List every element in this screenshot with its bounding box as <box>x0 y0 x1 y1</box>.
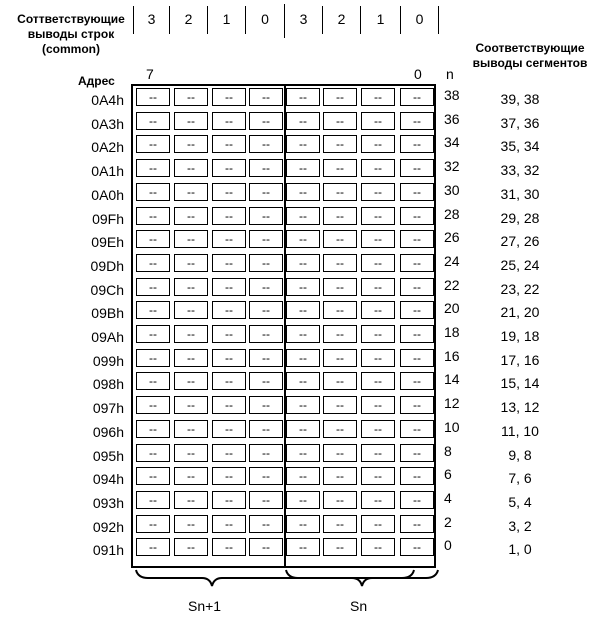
n-value: 0 <box>444 537 452 554</box>
bit-cell: -- <box>174 207 208 225</box>
bit-cell: -- <box>136 420 170 438</box>
bit-cell: -- <box>249 349 283 367</box>
address-label: 0A4h <box>91 92 124 108</box>
bit-cell: -- <box>212 183 246 201</box>
bit-cell: -- <box>136 467 170 485</box>
bit-cell: -- <box>212 538 246 556</box>
bit-cell: -- <box>323 349 357 367</box>
segment-pair: 25, 24 <box>500 256 540 273</box>
bit-cell: -- <box>212 444 246 462</box>
bit-cell: -- <box>212 230 246 248</box>
bit-cell: -- <box>212 159 246 177</box>
common-output-cell: 2 <box>184 11 193 27</box>
bit-cell: -- <box>400 254 434 272</box>
bit-cell: -- <box>400 301 434 319</box>
bit-cell: -- <box>174 230 208 248</box>
bit-cell: -- <box>323 230 357 248</box>
address-label: 09Ah <box>91 329 124 345</box>
bit-cell: -- <box>361 349 395 367</box>
bit-cell: -- <box>136 88 170 106</box>
bit-cell: -- <box>136 230 170 248</box>
address-label: 0A3h <box>91 115 124 132</box>
bit-cell: -- <box>174 396 208 414</box>
bit-cell: -- <box>286 278 320 296</box>
bit-cell: -- <box>249 491 283 509</box>
bit-cell: -- <box>136 491 170 509</box>
n-value: 16 <box>444 347 460 364</box>
bit-cell: -- <box>174 183 208 201</box>
bit-cell: -- <box>286 301 320 319</box>
address-label: 095h <box>92 447 124 464</box>
bit-cell: -- <box>212 349 246 367</box>
bit-cell: -- <box>361 372 395 390</box>
bit-cell: -- <box>249 159 283 177</box>
bit-cell: -- <box>286 491 320 509</box>
bit-cell: -- <box>361 230 395 248</box>
group-braces <box>130 566 440 596</box>
segment-pair: 13, 12 <box>500 399 540 416</box>
bit-cell: -- <box>400 159 434 177</box>
bit-cell: -- <box>136 207 170 225</box>
bit-cell: -- <box>361 278 395 296</box>
n-value: 10 <box>444 418 460 435</box>
n-value: 34 <box>444 134 460 151</box>
bit-cell: -- <box>249 325 283 343</box>
bit-cell: -- <box>323 372 357 390</box>
n-value: 18 <box>444 324 460 340</box>
common-output-cell: 2 <box>337 11 346 27</box>
bit-cell: -- <box>361 420 395 438</box>
bit-cell: -- <box>249 278 283 296</box>
bit-cell: -- <box>174 301 208 319</box>
segment-pair: 9, 8 <box>508 446 532 463</box>
address-column-title: Адрес <box>78 74 115 88</box>
bit-cell: -- <box>400 325 434 343</box>
bit-cell: -- <box>286 230 320 248</box>
bit-cell: -- <box>323 325 357 343</box>
bit-cell: -- <box>361 325 395 343</box>
n-value: 30 <box>444 181 460 198</box>
bit-cell: -- <box>323 183 357 201</box>
bit-cell: -- <box>323 254 357 272</box>
bit-cell: -- <box>136 515 170 533</box>
bit-cell: -- <box>400 538 434 556</box>
segment-pair: 31, 30 <box>500 185 540 202</box>
bit-cell: -- <box>249 515 283 533</box>
bit-cell: -- <box>400 491 434 509</box>
bit-cell: -- <box>286 112 320 130</box>
bit-cell: -- <box>400 396 434 414</box>
bit-cell: -- <box>212 467 246 485</box>
segment-pair: 27, 26 <box>500 233 540 250</box>
bit-cell: -- <box>323 278 357 296</box>
bit-cell: -- <box>400 349 434 367</box>
bit-cell: -- <box>361 159 395 177</box>
bit-cell: -- <box>249 301 283 319</box>
n-value: 36 <box>444 110 460 127</box>
bit-cell: -- <box>323 396 357 414</box>
bit-cell: -- <box>136 254 170 272</box>
n-value: 14 <box>444 371 460 388</box>
bit-cell: -- <box>286 515 320 533</box>
segment-pair: 11, 10 <box>501 422 539 439</box>
bit-cell: -- <box>136 278 170 296</box>
bit-cell: -- <box>212 372 246 390</box>
bit-cell: -- <box>286 183 320 201</box>
n-value: 12 <box>444 395 460 412</box>
n-value: 24 <box>444 252 460 269</box>
bit-cell: -- <box>286 444 320 462</box>
bit-cell: -- <box>286 135 320 153</box>
common-output-cell: 0 <box>415 11 424 27</box>
bit-cell: -- <box>174 349 208 367</box>
segment-pair: 5, 4 <box>508 493 532 510</box>
bit-low-label: 0 <box>414 66 422 82</box>
segment-pair: 19, 18 <box>500 328 540 344</box>
bit-cell: -- <box>286 420 320 438</box>
segment-pair: 21, 20 <box>500 304 540 321</box>
bit-cell: -- <box>136 112 170 130</box>
bit-cell: -- <box>361 491 395 509</box>
bit-cell: -- <box>361 112 395 130</box>
address-label: 093h <box>92 494 124 511</box>
bit-cell: -- <box>249 135 283 153</box>
segment-pair: 3, 2 <box>508 517 532 534</box>
bit-cell: -- <box>136 538 170 556</box>
n-value: 28 <box>444 205 460 222</box>
bit-cell: -- <box>400 230 434 248</box>
address-label: 096h <box>92 423 124 440</box>
common-output-cell: 0 <box>261 11 269 27</box>
address-label: 097h <box>92 400 124 417</box>
bit-cell: -- <box>212 420 246 438</box>
bit-cell: -- <box>361 88 395 106</box>
address-label: 0A1h <box>91 163 124 180</box>
bit-cell: -- <box>323 135 357 153</box>
bit-cell: -- <box>174 491 208 509</box>
bit-cell: -- <box>400 372 434 390</box>
bit-cell: -- <box>174 88 208 106</box>
bit-cell: -- <box>212 396 246 414</box>
bit-cell: -- <box>174 325 208 343</box>
bit-cell: -- <box>174 278 208 296</box>
bit-cell: -- <box>286 349 320 367</box>
bit-cell: -- <box>249 207 283 225</box>
n-value: 26 <box>444 229 460 246</box>
common-output-cell: 3 <box>299 11 308 27</box>
bit-cell: -- <box>212 325 246 343</box>
bit-cell: -- <box>212 278 246 296</box>
address-label: 094h <box>92 471 124 488</box>
segment-pair: 23, 22 <box>500 280 540 297</box>
bit-cell: -- <box>323 538 357 556</box>
n-value: 32 <box>444 158 460 175</box>
n-value: 6 <box>444 466 452 483</box>
segment-pair: 33, 32 <box>500 162 540 179</box>
segment-pair: 17, 16 <box>500 351 540 368</box>
bit-cell: -- <box>136 159 170 177</box>
common-output-cell: 1 <box>222 11 231 27</box>
address-label: 09Eh <box>91 234 124 251</box>
bit-cell: -- <box>249 420 283 438</box>
group-label-sn-plus-1: Sn+1 <box>188 598 222 614</box>
bit-cell: -- <box>136 183 170 201</box>
n-value: 4 <box>444 489 452 506</box>
address-label: 09Bh <box>91 305 124 322</box>
segment-pair: 29, 28 <box>500 209 540 226</box>
bit-cell: -- <box>212 491 246 509</box>
bit-cell: -- <box>361 396 395 414</box>
bit-cell: -- <box>323 301 357 319</box>
bit-cell: -- <box>249 396 283 414</box>
common-separator <box>438 6 439 34</box>
address-label: 0A2h <box>91 139 124 156</box>
common-output-cell: 1 <box>376 11 385 27</box>
bit-cell: -- <box>249 467 283 485</box>
bit-cell: -- <box>323 112 357 130</box>
segment-pair: 39, 38 <box>500 91 540 107</box>
bit-cell: -- <box>174 135 208 153</box>
n-value: 22 <box>444 276 460 293</box>
bit-cell: -- <box>323 207 357 225</box>
bit-cell: -- <box>323 467 357 485</box>
bit-cell: -- <box>174 372 208 390</box>
n-value: 2 <box>444 513 452 530</box>
address-label: 09Fh <box>92 210 124 227</box>
bit-cell: -- <box>136 301 170 319</box>
address-label: 099h <box>92 352 124 369</box>
bit-cell: -- <box>286 538 320 556</box>
bit-cell: -- <box>323 159 357 177</box>
segment-pair: 37, 36 <box>500 114 540 131</box>
bit-cell: -- <box>212 135 246 153</box>
n-value: 38 <box>444 87 460 103</box>
bit-cell: -- <box>323 88 357 106</box>
segment-pair: 15, 14 <box>500 375 540 392</box>
bit-cell: -- <box>249 444 283 462</box>
n-value: 8 <box>444 442 452 459</box>
address-label: 092h <box>92 518 124 535</box>
bit-cell: -- <box>400 467 434 485</box>
bit-cell: -- <box>361 301 395 319</box>
address-label: 091h <box>92 542 124 559</box>
common-outputs-label: Соттветствующие выводы строк (common) <box>17 12 125 56</box>
n-value: 20 <box>444 300 460 317</box>
bit-cell: -- <box>212 207 246 225</box>
bit-cell: -- <box>323 420 357 438</box>
bit-cell: -- <box>400 515 434 533</box>
bit-cell: -- <box>136 372 170 390</box>
bit-cell: -- <box>400 88 434 106</box>
bit-cell: -- <box>361 135 395 153</box>
address-label: 09Dh <box>90 257 124 274</box>
bit-cell: -- <box>249 88 283 106</box>
bit-cell: -- <box>136 444 170 462</box>
bit-cell: -- <box>286 88 320 106</box>
bit-cell: -- <box>361 254 395 272</box>
bit-cell: -- <box>361 183 395 201</box>
segment-pair: 7, 6 <box>508 470 532 487</box>
bit-cell: -- <box>400 135 434 153</box>
bit-cell: -- <box>249 183 283 201</box>
bit-cell: -- <box>174 467 208 485</box>
address-label: 098h <box>92 376 124 393</box>
bit-cell: -- <box>136 325 170 343</box>
bit-cell: -- <box>174 444 208 462</box>
bit-cell: -- <box>361 515 395 533</box>
bit-cell: -- <box>136 135 170 153</box>
bit-cell: -- <box>400 112 434 130</box>
n-column-title: n <box>446 66 454 82</box>
bit-cell: -- <box>286 254 320 272</box>
bit-cell: -- <box>249 230 283 248</box>
bit-cell: -- <box>323 444 357 462</box>
bit-cell: -- <box>400 444 434 462</box>
bit-cell: -- <box>212 112 246 130</box>
segment-pair: 35, 34 <box>500 138 540 155</box>
bit-cell: -- <box>174 112 208 130</box>
group-label-sn: Sn <box>350 598 368 614</box>
bit-cell: -- <box>400 183 434 201</box>
bit-cell: -- <box>286 159 320 177</box>
bit-cell: -- <box>174 254 208 272</box>
bit-cell: -- <box>286 207 320 225</box>
bit-cell: -- <box>361 207 395 225</box>
bit-cell: -- <box>323 491 357 509</box>
common-output-cell: 3 <box>147 11 156 27</box>
bit-cell: -- <box>361 538 395 556</box>
bit-cell: -- <box>136 349 170 367</box>
bit-cell: -- <box>174 538 208 556</box>
bit-cell: -- <box>212 254 246 272</box>
bit-cell: -- <box>212 515 246 533</box>
bit-cell: -- <box>174 515 208 533</box>
address-label: 09Ch <box>90 281 124 298</box>
bit-cell: -- <box>361 444 395 462</box>
bit-cell: -- <box>249 372 283 390</box>
segment-pair: 1, 0 <box>508 541 532 558</box>
bit-cell: -- <box>286 372 320 390</box>
bit-cell: -- <box>174 420 208 438</box>
bit-cell: -- <box>249 538 283 556</box>
bit-cell: -- <box>249 254 283 272</box>
bit-cell: -- <box>400 207 434 225</box>
bit-cell: -- <box>249 112 283 130</box>
bit-cell: -- <box>174 159 208 177</box>
bit-cell: -- <box>212 88 246 106</box>
grid-middle-divider <box>284 86 286 566</box>
bit-cell: -- <box>212 301 246 319</box>
bit-cell: -- <box>136 396 170 414</box>
bit-cell: -- <box>323 515 357 533</box>
bit-cell: -- <box>286 325 320 343</box>
bit-cell: -- <box>286 396 320 414</box>
bit-cell: -- <box>400 420 434 438</box>
bit-cell: -- <box>286 467 320 485</box>
bit-high-label: 7 <box>146 66 154 82</box>
address-label: 0A0h <box>91 186 124 203</box>
segment-outputs-label: Соответствующие выводы сегментов <box>472 41 588 70</box>
bit-cell: -- <box>400 278 434 296</box>
memory-grid <box>131 84 436 568</box>
bit-cell: -- <box>361 467 395 485</box>
